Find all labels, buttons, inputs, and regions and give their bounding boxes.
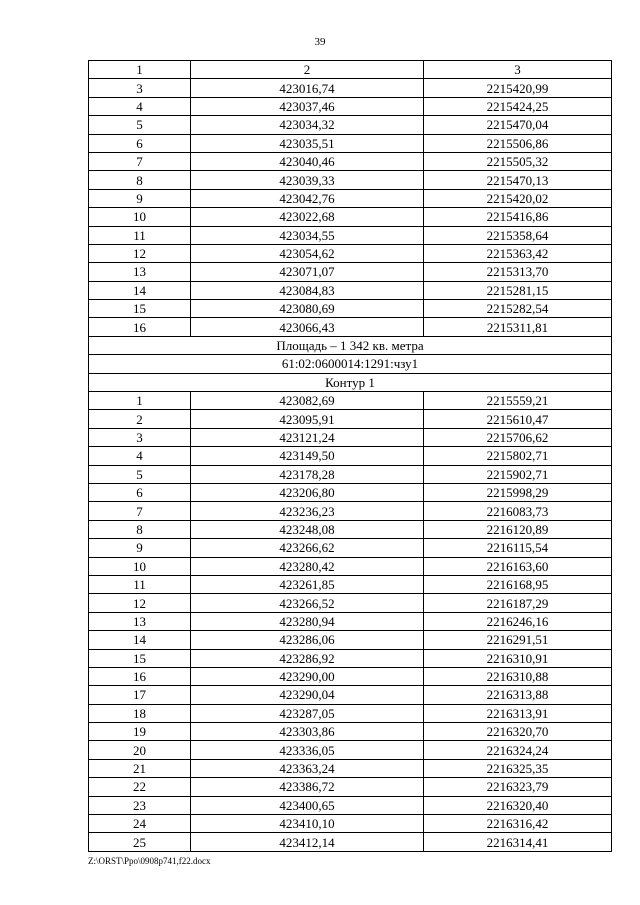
y-coordinate-cell: 2216310,91 xyxy=(424,649,612,667)
point-number-cell: 23 xyxy=(89,796,191,814)
y-coordinate-cell: 2215416,86 xyxy=(424,208,612,226)
table-row xyxy=(89,594,612,612)
x-coordinate-cell: 423080,69 xyxy=(191,300,424,318)
point-number-cell: 17 xyxy=(89,686,191,704)
x-coordinate-cell: 423412,14 xyxy=(191,833,424,851)
x-coordinate-cell: 423280,94 xyxy=(191,612,424,630)
point-number-cell: 4 xyxy=(89,97,191,115)
x-coordinate-cell: 423400,65 xyxy=(191,796,424,814)
x-coordinate-cell: 423037,46 xyxy=(191,97,424,115)
x-coordinate-cell: 423042,76 xyxy=(191,189,424,207)
table-row xyxy=(89,539,612,557)
y-coordinate-cell: 2215282,54 xyxy=(424,300,612,318)
header-cell-2: 2 xyxy=(191,61,424,79)
point-number-cell: 8 xyxy=(89,520,191,538)
y-coordinate-cell: 2216316,42 xyxy=(424,815,612,833)
x-coordinate-cell: 423266,62 xyxy=(191,539,424,557)
footer-file-path: Z:\ORST\Ppo\0908p741,f22.docx xyxy=(88,856,211,866)
point-number-cell: 12 xyxy=(89,594,191,612)
header-cell-3: 3 xyxy=(424,61,612,79)
y-coordinate-cell: 2216325,35 xyxy=(424,759,612,777)
x-coordinate-cell: 423082,69 xyxy=(191,392,424,410)
table-row xyxy=(89,483,612,501)
y-coordinate-cell: 2215506,86 xyxy=(424,134,612,152)
y-coordinate-cell: 2216320,40 xyxy=(424,796,612,814)
table-row xyxy=(89,281,612,299)
y-coordinate-cell: 2215802,71 xyxy=(424,447,612,465)
header-cell-1: 1 xyxy=(89,61,191,79)
point-number-cell: 13 xyxy=(89,263,191,281)
y-coordinate-cell: 2216291,51 xyxy=(424,631,612,649)
y-coordinate-cell: 2215281,15 xyxy=(424,281,612,299)
y-coordinate-cell: 2216187,29 xyxy=(424,594,612,612)
point-number-cell: 15 xyxy=(89,300,191,318)
table-row xyxy=(89,318,612,336)
table-row xyxy=(89,134,612,152)
point-number-cell: 5 xyxy=(89,116,191,134)
point-number-cell: 8 xyxy=(89,171,191,189)
point-number-cell: 5 xyxy=(89,465,191,483)
table-row xyxy=(89,502,612,520)
point-number-cell: 24 xyxy=(89,815,191,833)
y-coordinate-cell: 2216320,70 xyxy=(424,723,612,741)
y-coordinate-cell: 2215470,13 xyxy=(424,171,612,189)
table-row xyxy=(89,557,612,575)
area-text: Площадь – 1 342 кв. метра xyxy=(89,336,612,354)
table-row xyxy=(89,208,612,226)
point-number-cell: 16 xyxy=(89,318,191,336)
point-number-cell: 6 xyxy=(89,483,191,501)
y-coordinate-cell: 2216324,24 xyxy=(424,741,612,759)
table-row xyxy=(89,244,612,262)
x-coordinate-cell: 423034,55 xyxy=(191,226,424,244)
point-number-cell: 10 xyxy=(89,208,191,226)
table-row xyxy=(89,796,612,814)
y-coordinate-cell: 2216246,16 xyxy=(424,612,612,630)
x-coordinate-cell: 423022,68 xyxy=(191,208,424,226)
y-coordinate-cell: 2215313,70 xyxy=(424,263,612,281)
point-number-cell: 21 xyxy=(89,759,191,777)
table-row xyxy=(89,704,612,722)
table-row xyxy=(89,575,612,593)
point-number-cell: 9 xyxy=(89,189,191,207)
coordinates-table xyxy=(88,60,612,852)
x-coordinate-cell: 423248,08 xyxy=(191,520,424,538)
point-number-cell: 1 xyxy=(89,392,191,410)
x-coordinate-cell: 423121,24 xyxy=(191,428,424,446)
y-coordinate-cell: 2215998,29 xyxy=(424,483,612,501)
table-row xyxy=(89,815,612,833)
x-coordinate-cell: 423084,83 xyxy=(191,281,424,299)
x-coordinate-cell: 423178,28 xyxy=(191,465,424,483)
y-coordinate-cell: 2215363,42 xyxy=(424,244,612,262)
y-coordinate-cell: 2216115,54 xyxy=(424,539,612,557)
x-coordinate-cell: 423095,91 xyxy=(191,410,424,428)
x-coordinate-cell: 423303,86 xyxy=(191,723,424,741)
table-row xyxy=(89,263,612,281)
point-number-cell: 15 xyxy=(89,649,191,667)
x-coordinate-cell: 423066,43 xyxy=(191,318,424,336)
x-coordinate-cell: 423287,05 xyxy=(191,704,424,722)
table-row xyxy=(89,97,612,115)
table-row xyxy=(89,759,612,777)
point-number-cell: 12 xyxy=(89,244,191,262)
point-number-cell: 3 xyxy=(89,79,191,97)
table-row xyxy=(89,410,612,428)
table-row xyxy=(89,428,612,446)
x-coordinate-cell: 423071,07 xyxy=(191,263,424,281)
x-coordinate-cell: 423286,06 xyxy=(191,631,424,649)
y-coordinate-cell: 2216310,88 xyxy=(424,667,612,685)
table-row xyxy=(89,833,612,851)
x-coordinate-cell: 423206,80 xyxy=(191,483,424,501)
y-coordinate-cell: 2215311,81 xyxy=(424,318,612,336)
y-coordinate-cell: 2216163,60 xyxy=(424,557,612,575)
parcel-id: 61:02:0600014:1291:чзу1 xyxy=(89,355,612,373)
table-row xyxy=(89,171,612,189)
y-coordinate-cell: 2216323,79 xyxy=(424,778,612,796)
point-number-cell: 7 xyxy=(89,152,191,170)
area-text-row xyxy=(89,336,612,354)
point-number-cell: 11 xyxy=(89,575,191,593)
table-row xyxy=(89,741,612,759)
table-row xyxy=(89,152,612,170)
table-row xyxy=(89,649,612,667)
contour-label: Контур 1 xyxy=(89,373,612,391)
page-number: 39 xyxy=(314,36,326,48)
x-coordinate-cell: 423035,51 xyxy=(191,134,424,152)
point-number-cell: 9 xyxy=(89,539,191,557)
table-row xyxy=(89,778,612,796)
point-number-cell: 7 xyxy=(89,502,191,520)
point-number-cell: 14 xyxy=(89,631,191,649)
y-coordinate-cell: 2215358,64 xyxy=(424,226,612,244)
y-coordinate-cell: 2215420,99 xyxy=(424,79,612,97)
x-coordinate-cell: 423149,50 xyxy=(191,447,424,465)
y-coordinate-cell: 2216083,73 xyxy=(424,502,612,520)
y-coordinate-cell: 2216313,91 xyxy=(424,704,612,722)
coordinates-table-body xyxy=(89,61,612,852)
y-coordinate-cell: 2215424,25 xyxy=(424,97,612,115)
parcel-id-row xyxy=(89,355,612,373)
table-row xyxy=(89,723,612,741)
contour-label-row xyxy=(89,373,612,391)
table-row xyxy=(89,612,612,630)
point-number-cell: 22 xyxy=(89,778,191,796)
table-row xyxy=(89,392,612,410)
point-number-cell: 20 xyxy=(89,741,191,759)
point-number-cell: 25 xyxy=(89,833,191,851)
x-coordinate-cell: 423286,92 xyxy=(191,649,424,667)
y-coordinate-cell: 2215470,04 xyxy=(424,116,612,134)
x-coordinate-cell: 423386,72 xyxy=(191,778,424,796)
x-coordinate-cell: 423280,42 xyxy=(191,557,424,575)
table-row xyxy=(89,520,612,538)
point-number-cell: 16 xyxy=(89,667,191,685)
y-coordinate-cell: 2216313,88 xyxy=(424,686,612,704)
x-coordinate-cell: 423290,00 xyxy=(191,667,424,685)
point-number-cell: 14 xyxy=(89,281,191,299)
table-row xyxy=(89,686,612,704)
y-coordinate-cell: 2216120,89 xyxy=(424,520,612,538)
x-coordinate-cell: 423034,32 xyxy=(191,116,424,134)
x-coordinate-cell: 423039,33 xyxy=(191,171,424,189)
table-row xyxy=(89,226,612,244)
point-number-cell: 10 xyxy=(89,557,191,575)
x-coordinate-cell: 423016,74 xyxy=(191,79,424,97)
y-coordinate-cell: 2215902,71 xyxy=(424,465,612,483)
table-row xyxy=(89,79,612,97)
y-coordinate-cell: 2215420,02 xyxy=(424,189,612,207)
table-row xyxy=(89,300,612,318)
table-row xyxy=(89,116,612,134)
point-number-cell: 3 xyxy=(89,428,191,446)
y-coordinate-cell: 2215610,47 xyxy=(424,410,612,428)
table-row xyxy=(89,465,612,483)
table-row xyxy=(89,189,612,207)
y-coordinate-cell: 2216168,95 xyxy=(424,575,612,593)
x-coordinate-cell: 423266,52 xyxy=(191,594,424,612)
table-row xyxy=(89,667,612,685)
point-number-cell: 2 xyxy=(89,410,191,428)
x-coordinate-cell: 423236,23 xyxy=(191,502,424,520)
table-row xyxy=(89,631,612,649)
x-coordinate-cell: 423261,85 xyxy=(191,575,424,593)
table-header-row xyxy=(89,61,612,79)
x-coordinate-cell: 423363,24 xyxy=(191,759,424,777)
x-coordinate-cell: 423290,04 xyxy=(191,686,424,704)
point-number-cell: 11 xyxy=(89,226,191,244)
y-coordinate-cell: 2215559,21 xyxy=(424,392,612,410)
y-coordinate-cell: 2215505,32 xyxy=(424,152,612,170)
x-coordinate-cell: 423410,10 xyxy=(191,815,424,833)
y-coordinate-cell: 2216314,41 xyxy=(424,833,612,851)
point-number-cell: 13 xyxy=(89,612,191,630)
point-number-cell: 19 xyxy=(89,723,191,741)
y-coordinate-cell: 2215706,62 xyxy=(424,428,612,446)
x-coordinate-cell: 423040,46 xyxy=(191,152,424,170)
point-number-cell: 6 xyxy=(89,134,191,152)
x-coordinate-cell: 423336,05 xyxy=(191,741,424,759)
x-coordinate-cell: 423054,62 xyxy=(191,244,424,262)
table-row xyxy=(89,447,612,465)
point-number-cell: 4 xyxy=(89,447,191,465)
point-number-cell: 18 xyxy=(89,704,191,722)
